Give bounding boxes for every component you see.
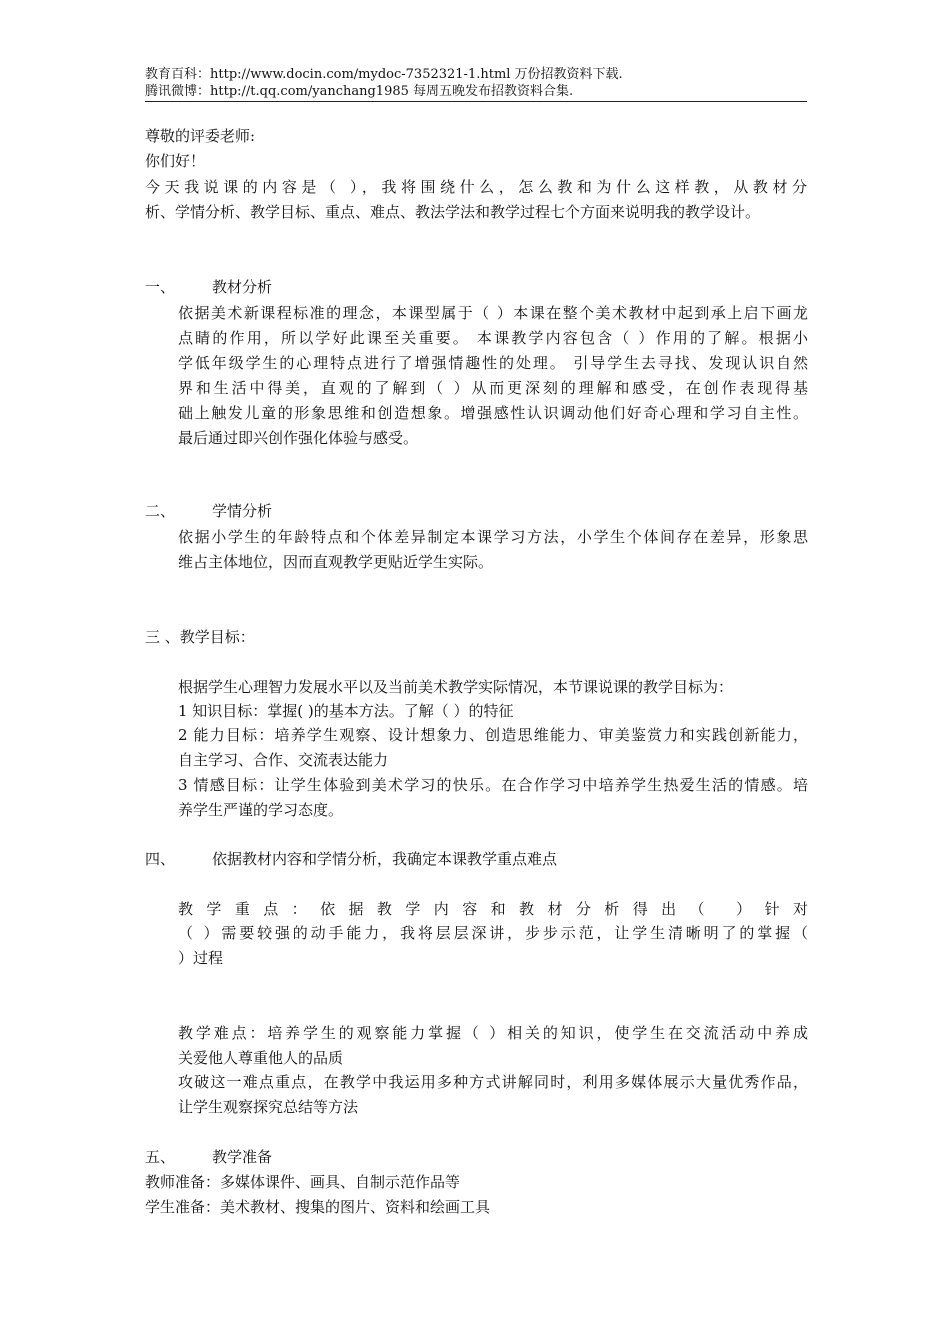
difficulty-line: 关爱他人尊重他人的品质 — [178, 1049, 344, 1067]
section-3-heading: 三 、教学目标： — [145, 628, 255, 646]
student-preparation: 学生准备：美术教材、搜集的图片、资料和绘画工具 — [145, 1198, 491, 1216]
section-1-line: 点睛的作用，所以学好此课至关重要。 本课教学内容包含（ ）作用的了解。根据小 — [178, 329, 808, 347]
section-1-line: 最后通过即兴创作强化体验与感受。 — [178, 429, 419, 447]
section-5-title: 教学准备 — [212, 1148, 273, 1166]
section-4-number: 四、 — [145, 850, 176, 868]
section-1-line: 依据美术新课程标准的理念，本课型属于（ ）本课在整个美术教材中起到承上启下画龙 — [178, 304, 808, 322]
section-1-line: 界和生活中得美，直观的了解到（ ）从而更深刻的理解和感受，在创作表现得基 — [178, 379, 808, 397]
key-point-line: （ ）需要较强的动手能力，我将层层深讲，步步示范，让学生清晰明了的掌握（ — [178, 924, 808, 942]
section-3-line: 根据学生心理智力发展水平以及当前美术教学实际情况，本节课说课的教学目标为： — [178, 678, 734, 696]
difficulty-line: 攻破这一难点重点，在教学中我运用多种方式讲解同时，利用多媒体展示大量优秀作品， — [178, 1073, 808, 1091]
section-5-number: 五、 — [145, 1148, 176, 1166]
section-3-line: 养学生严谨的学习态度。 — [178, 801, 344, 819]
header-line-1: 教育百科：http://www.docin.com/mydoc-7352321-1.html 万份招教资料下载. — [145, 67, 623, 82]
section-1-title: 教材分析 — [212, 278, 273, 296]
header-line-2: 腾讯微博：http://t.qq.com/yanchang1985 每周五晚发布招教资料合集. — [145, 84, 574, 99]
section-1-line: 学低年级学生的心理特点进行了增强情趣性的处理。 引导学生去寻找、发现认识自然 — [178, 354, 808, 372]
section-2-line: 依据小学生的年龄特点和个体差异制定本课学习方法，小学生个体间存在差异，形象思 — [178, 528, 808, 546]
section-2-number: 二、 — [145, 502, 176, 520]
section-2-title: 学情分析 — [212, 502, 273, 520]
hello: 你们好！ — [145, 152, 206, 170]
intro-line-2: 析、学情分析、教学目标、重点、难点、教法学法和教学过程七个方面来说明我的教学设计。 — [145, 203, 761, 221]
section-1-number: 一、 — [145, 278, 176, 296]
section-2-line: 维占主体地位，因而直观教学更贴近学生实际。 — [178, 553, 494, 571]
header-divider — [145, 101, 807, 102]
section-3-line: 2 能力目标：培养学生观察、设计想象力、创造思维能力、审美鉴赏力和实践创新能力， — [178, 726, 808, 744]
greeting: 尊敬的评委老师: — [145, 127, 256, 145]
intro-line-1: 今天我说课的内容是（ ），我将围绕什么，怎么教和为什么这样教，从教材分 — [145, 178, 807, 196]
section-3-line: 3 情感目标：让学生体验到美术学习的快乐。在合作学习中培养学生热爱生活的情感。培 — [178, 776, 808, 794]
section-1-line: 础上触发儿童的形象思维和创造想象。增强感性认识调动他们好奇心理和学习自主性。 — [178, 404, 808, 422]
difficulty-line: 教学难点：培养学生的观察能力掌握（ ）相关的知识，使学生在交流活动中养成 — [178, 1024, 808, 1042]
teacher-preparation: 教师准备：多媒体课件、画具、自制示范作品等 — [145, 1173, 461, 1191]
page-header — [145, 66, 807, 100]
difficulty-line: 让学生观察探究总结等方法 — [178, 1098, 359, 1116]
key-point-line: 教学重点：依据教学内容和教材分析得出（ ）针对 — [178, 900, 808, 918]
section-3-line: 自主学习、合作、交流表达能力 — [178, 751, 389, 769]
section-3-line: 1 知识目标：掌握( )的基本方法。了解（ ）的特征 — [178, 702, 514, 720]
key-point-line: ）过程 — [178, 949, 224, 967]
section-4-title: 依据教材内容和学情分析，我确定本课教学重点难点 — [212, 850, 558, 868]
